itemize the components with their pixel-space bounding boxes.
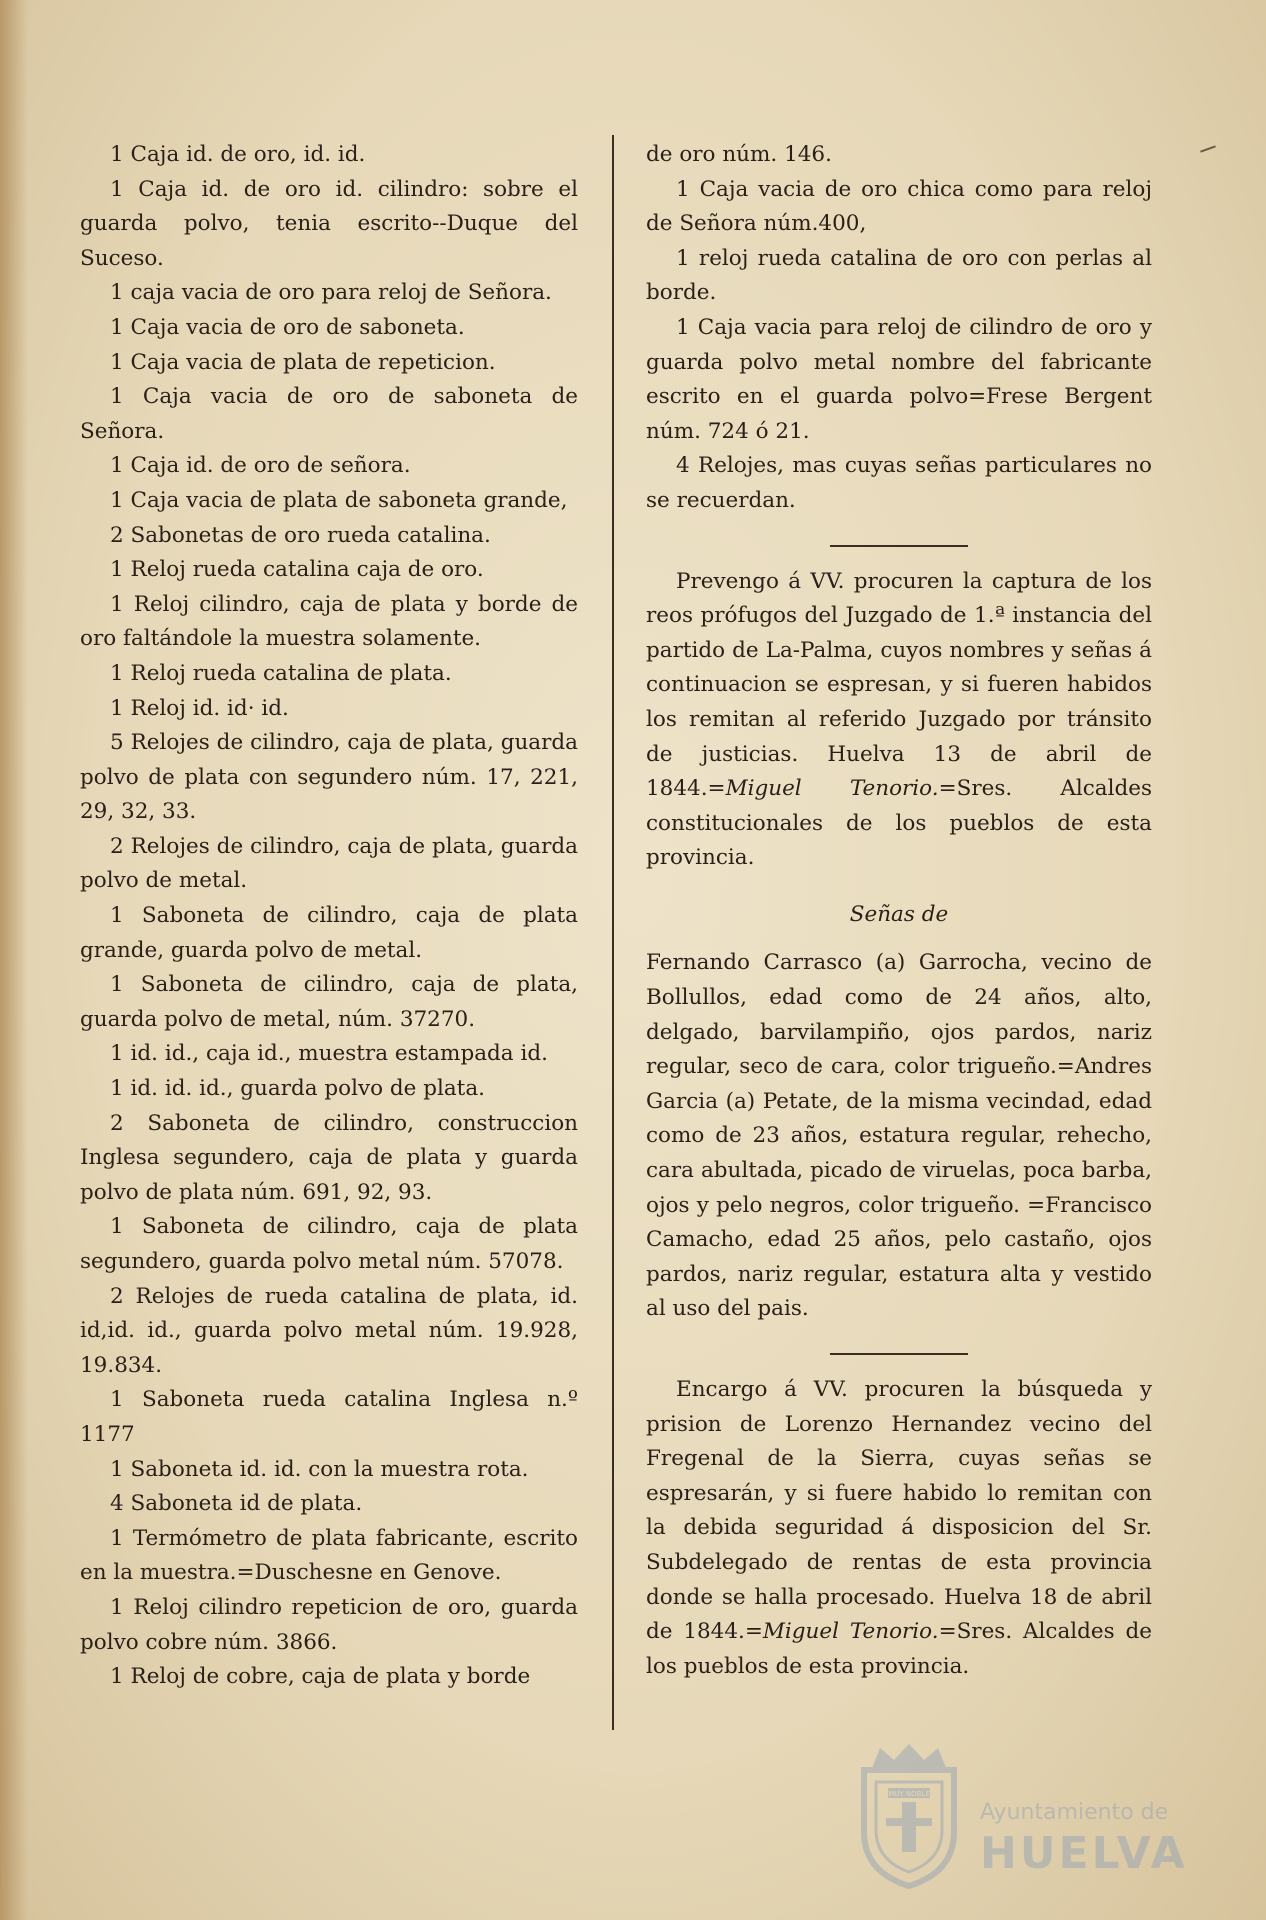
list-item: 1 Caja vacia de oro de saboneta de Señora. (80, 384, 578, 444)
list-item: 1 caja vacia de oro para reloj de Señora. (110, 280, 552, 306)
section-divider (830, 545, 968, 547)
list-item: 2 Relojes de cilindro, caja de plata, guarda polvo de metal. (80, 833, 578, 894)
watermark (850, 1740, 1230, 1900)
list-item: 1 Caja id. de oro de señora. (110, 453, 411, 479)
list-item: 1 Saboneta de cilindro, caja de plata grande, guarda polvo de metal. (80, 903, 578, 963)
inventory-list-continued (646, 138, 1152, 519)
senas-description: Fernando Carrasco (a) Garrocha, vecino de Bollullos, edad como de 24 años, alto, delgado, barvilampiño, ojos pardos, nariz regular, seco de cara, color trigueño.=Andres Garcia (a) Petate, de la misma vecindad, edad como de 23 años, estatura regular, rehecho, cara abultada, picado de viruelas, poca barba, ojos y pelo negros, color trigueño. =Francisco Camacho, edad 25 años, pelo castaño, ojos pardos, nariz regular, estatura alta y vestido al uso del pais. (646, 950, 1152, 1322)
senas-heading: Señas de (849, 901, 949, 927)
list-item: 1 Reloj de cobre, caja de plata y borde (110, 1664, 531, 1690)
list-item: 1 Saboneta de cilindro, caja de plata segundero, guarda polvo metal núm. 57078. (80, 1214, 578, 1274)
section-divider (830, 1353, 968, 1355)
list-item: 1 Reloj id. id· id. (110, 695, 289, 721)
list-item: 1 Caja id. de oro, id. id. (110, 142, 366, 167)
list-item: 1 Reloj rueda catalina caja de oro. (110, 557, 484, 583)
shield-label: MUY NOBLE (888, 1790, 930, 1798)
notice-search (646, 1373, 1152, 1684)
watermark-line1: Ayuntamiento de (980, 1800, 1169, 1825)
margin-mark (1200, 145, 1216, 152)
list-item: 2 Saboneta de cilindro, construccion Inglesa segundero, caja de plata y guarda polvo de plata núm. 691, 92, 93. (80, 1110, 578, 1205)
list-item: 1 Reloj rueda catalina de plata. (110, 660, 452, 686)
list-item: 1 reloj rueda catalina de oro con perlas al borde. (646, 245, 1152, 306)
list-item: 2 Relojes de rueda catalina de plata, id. id,id. id., guarda polvo metal núm. 19.928, 19.834. (80, 1283, 578, 1378)
list-item: 1 Caja id. de oro id. cilindro: sobre el guarda polvo, tenia escrito--Duque del Suceso. (80, 176, 578, 271)
coat-of-arms-icon (850, 1740, 968, 1890)
notice-search-text: Encargo á VV. procuren la búsqueda y prision de Lorenzo Hernandez vecino del Fregenal de la Sierra, cuyas señas se espresarán, y si fuere habido lo remitan con la debida seguridad á disposicion del Sr. Subdelegado de rentas de esta provincia donde se halla procesado. Huelva 18 de abril de 1844.= (646, 1377, 1152, 1645)
column-divider (612, 135, 614, 1730)
list-item: 1 Caja vacia de plata de repeticion. (110, 349, 496, 375)
list-item: 1 Reloj cilindro, caja de plata y borde de oro faltándole la muestra solamente. (80, 591, 578, 652)
list-item: 1 Caja vacia de oro de saboneta. (110, 314, 465, 340)
list-item: 1 Caja vacia de plata de saboneta grande, (110, 487, 568, 513)
list-item: 1 Caja vacia de oro chica como para reloj de Señora núm.400, (646, 176, 1152, 237)
list-item: 1 Caja vacia para reloj de cilindro de oro y guarda polvo metal nombre del fabricante escrito en el guarda polvo=Frese Bergent núm. 724 ó 21. (646, 314, 1152, 444)
list-item: 1 Saboneta de cilindro, caja de plata, guarda polvo de metal, núm. 37270. (80, 972, 578, 1032)
right-column (646, 138, 1152, 1684)
list-item: de oro núm. 146. (646, 142, 832, 167)
list-item: 1 Reloj cilindro repeticion de oro, guarda polvo cobre núm. 3866. (80, 1594, 578, 1655)
list-item: 1 id. id. id., guarda polvo de plata. (110, 1076, 485, 1102)
notice-capture-addressee: =Sres. Alcaldes constitucionales de los pueblos de esta provincia. (646, 776, 1152, 871)
notice-capture-text: Prevengo á VV. procuren la captura de los reos prófugos del Juzgado de 1.ª instancia del partido de La-Palma, cuyos nombres y señas á continuacion se espresan, y si fueren habidos los remitan al referido Juzgado por tránsito de justicias. Huelva 13 de abril de 1844.= (646, 568, 1152, 802)
notice-capture-signer: Miguel Tenorio. (725, 776, 939, 802)
list-item: 4 Relojes, mas cuyas señas particulares no se recuerdan. (646, 453, 1152, 513)
left-column (80, 138, 578, 1695)
notice-capture (646, 565, 1152, 876)
list-item: 1 Saboneta rueda catalina Inglesa n.º 1177 (80, 1387, 578, 1447)
list-item: 5 Relojes de cilindro, caja de plata, guarda polvo de plata con segundero núm. 17, 221, 29, 32, 33. (80, 730, 578, 825)
watermark-line2: HUELVA (980, 1828, 1188, 1879)
list-item: 4 Saboneta id de plata. (110, 1491, 363, 1517)
list-item: 1 Termómetro de plata fabricante, escrito en la muestra.=Duschesne en Genove. (80, 1525, 578, 1586)
notice-search-signer: Miguel Tenorio. (762, 1619, 939, 1645)
list-item: 2 Sabonetas de oro rueda catalina. (110, 522, 491, 548)
list-item: 1 Saboneta id. id. con la muestra rota. (110, 1456, 529, 1482)
notice-search-addressee: =Sres. Alcaldes de los pueblos de esta provincia. (646, 1619, 1152, 1679)
list-item: 1 id. id., caja id., muestra estampada id. (110, 1041, 548, 1067)
